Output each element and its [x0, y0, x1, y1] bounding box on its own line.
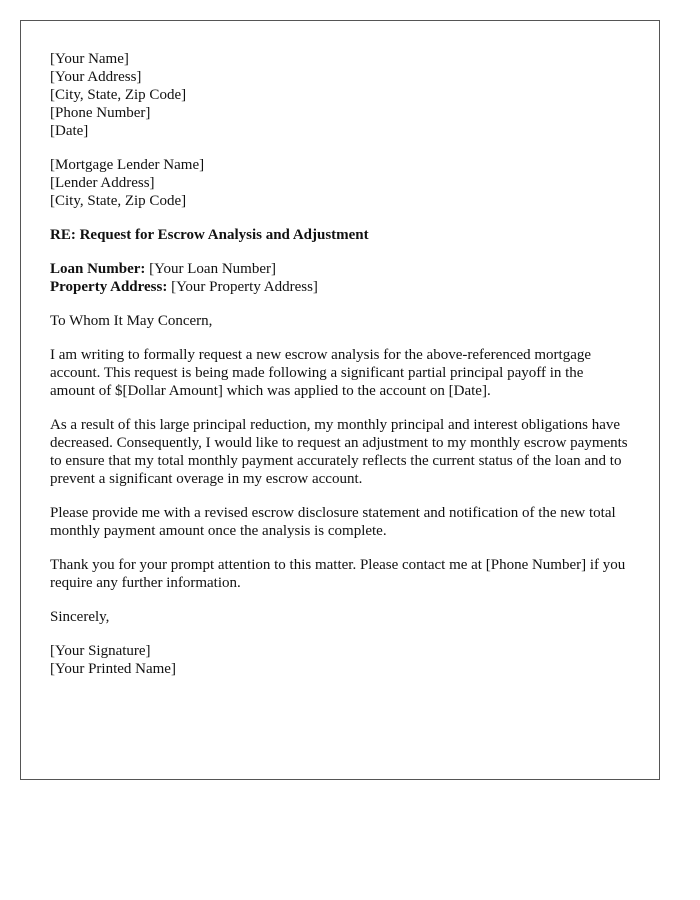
recipient-city-state-zip: [City, State, Zip Code]: [50, 193, 187, 209]
subject-line: RE: Request for Escrow Analysis and Adjustment: [50, 227, 369, 243]
body-paragraph-1: I am writing to formally request a new escrow analysis for the above-referenced mortgage account. This request is being made following a significant partial principal payoff in the amount of $[Dollar Amount] which was applied to the account on [Date].: [50, 347, 592, 399]
printed-name: [Your Printed Name]: [50, 661, 176, 677]
closing: Sincerely,: [50, 609, 110, 625]
loan-number-value: [Your Loan Number]: [145, 261, 276, 277]
property-address-row: [50, 278, 632, 296]
body-paragraph-2: As a result of this large principal reduction, my monthly principal and interest obligations have decreased. Consequently, I would like to request an adjustment to my monthly escrow payments to ensure that my total monthly payment accurately reflects the current status of the loan and to prevent a significant overage in my escrow account.: [50, 417, 628, 487]
letter-page: [20, 20, 660, 780]
body-paragraph-3: Please provide me with a revised escrow disclosure statement and notification of the new total monthly payment amount once the analysis is complete.: [50, 505, 616, 539]
recipient-address: [Lender Address]: [50, 175, 155, 191]
letter-date: [Date]: [50, 123, 89, 139]
property-address-value: [Your Property Address]: [167, 279, 318, 295]
sender-phone: [Phone Number]: [50, 105, 151, 121]
recipient-block: [50, 156, 632, 210]
sender-block: [50, 50, 632, 140]
sender-address: [Your Address]: [50, 69, 142, 85]
loan-details: [50, 260, 632, 296]
salutation: To Whom It May Concern,: [50, 313, 213, 329]
signature-block: [50, 642, 632, 678]
loan-number-row: [50, 260, 632, 278]
body-paragraph-4: Thank you for your prompt attention to this matter. Please contact me at [Phone Number] if you require any further information.: [50, 557, 626, 591]
sender-city-state-zip: [City, State, Zip Code]: [50, 87, 187, 103]
property-address-label: Property Address:: [50, 279, 168, 295]
recipient-name: [Mortgage Lender Name]: [50, 157, 205, 173]
signature-line: [Your Signature]: [50, 643, 151, 659]
sender-name: [Your Name]: [50, 51, 129, 67]
letter-content: [50, 50, 632, 694]
loan-number-label: Loan Number:: [50, 261, 146, 277]
